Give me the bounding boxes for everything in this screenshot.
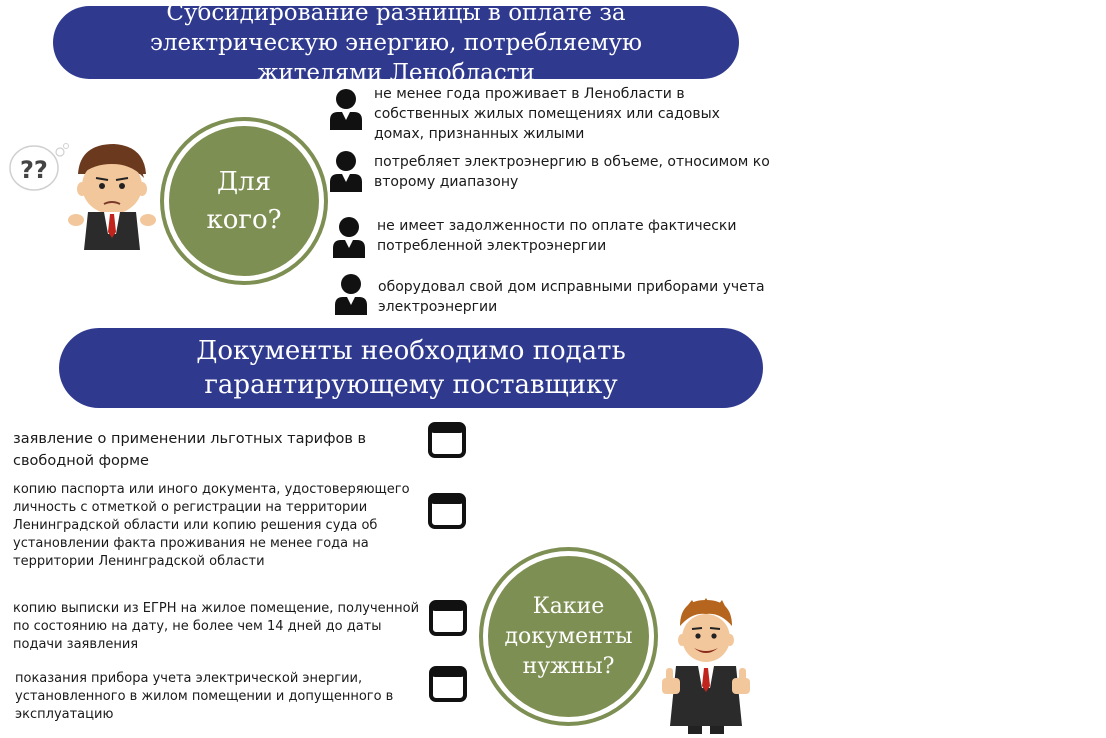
window-icon xyxy=(428,421,466,459)
person-icon xyxy=(333,273,369,315)
thumbs-up-man-illustration xyxy=(658,596,754,734)
question-marks-icon: ?? xyxy=(20,156,48,184)
for-whom-label: Для кого? xyxy=(206,167,282,235)
documents-heading-text: Документы необходимо подать гарантирующему поставщику xyxy=(196,336,626,400)
which-documents-label: Какие документы нужны? xyxy=(504,593,633,679)
document-text: копию паспорта или иного документа, удостоверяющего личность с отметкой о регистрации на территории Ленинградской области или копию решения суда об установлении факта проживания не менее года на территории Ленинградской области xyxy=(13,482,410,569)
criteria-text: не менее года проживает в Ленобласти в собственных жилых помещениях или садовых домах, признанных жилыми xyxy=(374,86,720,142)
document-text: заявление о применении льготных тарифов в свободной форме xyxy=(13,431,367,469)
criteria-text: не имеет задолженности по оплате фактически потребленной электроэнергии xyxy=(377,218,737,254)
window-icon xyxy=(428,492,466,530)
page-title-text: Субсидирование разницы в оплате за электрическую энергию, потребляемую жителями Ленобласти xyxy=(149,0,643,86)
for-whom-circle xyxy=(169,126,319,276)
window-icon xyxy=(429,665,467,703)
window-icon xyxy=(429,599,467,637)
person-icon xyxy=(328,88,364,130)
document-text: показания прибора учета электрической энергии, установленного в жилом помещении и допущенного в эксплуатацию xyxy=(15,671,394,722)
page-title xyxy=(53,0,739,86)
confused-man-illustration xyxy=(4,134,164,252)
person-icon xyxy=(331,216,367,258)
documents-heading xyxy=(59,328,763,408)
document-text: копию выписки из ЕГРН на жилое помещение, полученной по состоянию на дату, не более чем 14 дней до даты подачи заявления xyxy=(13,601,420,652)
criteria-text: оборудовал свой дом исправными приборами учета электроэнергии xyxy=(378,279,765,315)
criteria-text: потребляет электроэнергию в объеме, относимом ко второму диапазону xyxy=(374,154,770,190)
person-icon xyxy=(328,150,364,192)
which-documents-circle xyxy=(488,556,649,717)
